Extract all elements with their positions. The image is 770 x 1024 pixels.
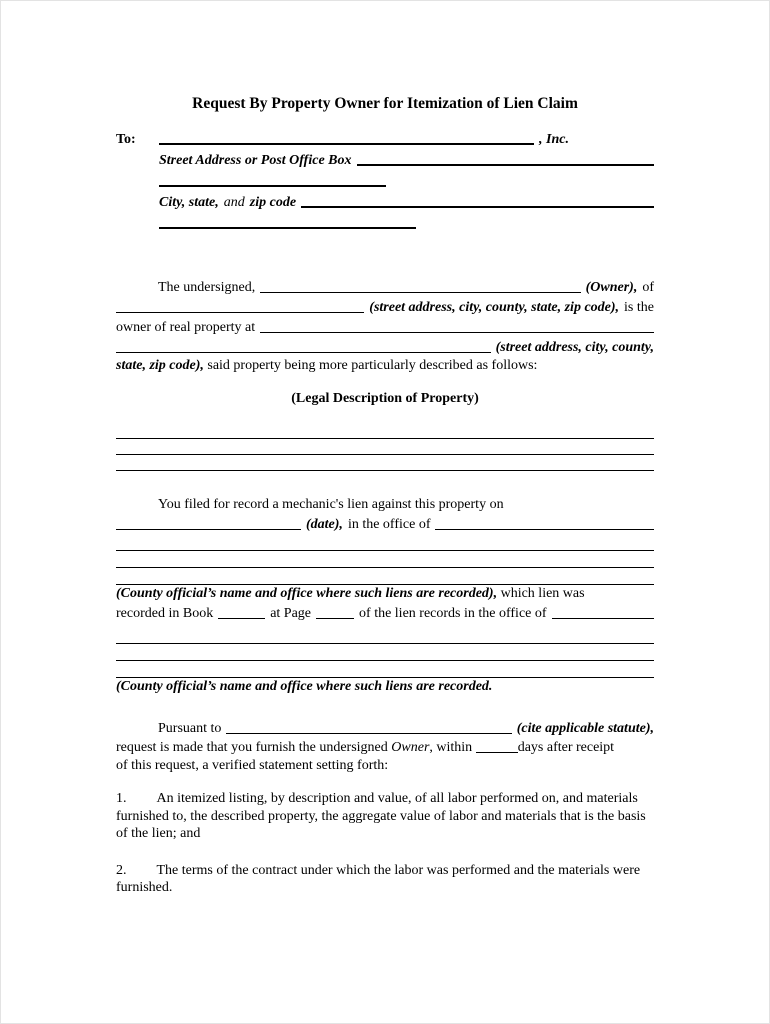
undersigned-line4 bbox=[116, 337, 654, 357]
address-caption-2a: (street address, city, county, bbox=[495, 340, 654, 355]
county-caption-line bbox=[116, 585, 654, 603]
county-official-caption-2: (County official’s name and office where such liens are recorded. bbox=[116, 679, 493, 694]
office-of-text: in the office of bbox=[347, 517, 431, 532]
undersigned-line2 bbox=[116, 297, 654, 317]
pursuant-line3: of this request, a verified statement setting forth: bbox=[116, 757, 389, 773]
city-state-zip-blank bbox=[301, 193, 654, 208]
pursuant-line2 bbox=[116, 737, 654, 757]
official-blank-line-5 bbox=[116, 644, 654, 661]
item-1-number: 1. bbox=[116, 791, 127, 806]
statute-blank bbox=[226, 720, 511, 734]
date-blank bbox=[116, 516, 301, 530]
official-blank-line-1 bbox=[116, 534, 654, 551]
address-caption-1: (street address, city, county, state, zip code), bbox=[369, 300, 620, 315]
pursuant-to-text: Pursuant to bbox=[158, 720, 222, 736]
lien-filed-line2 bbox=[116, 514, 654, 534]
inc-suffix: , Inc. bbox=[539, 132, 569, 147]
county-official-block-2 bbox=[116, 678, 654, 696]
official-blank-line-6 bbox=[116, 661, 654, 678]
item-2-number: 2. bbox=[116, 862, 127, 878]
official-blank-line-4 bbox=[116, 627, 654, 644]
street-address-line bbox=[116, 149, 654, 170]
pursuant-line1 bbox=[116, 718, 654, 738]
owner-italic-text: Owner bbox=[391, 740, 430, 755]
street-address-blank-2 bbox=[159, 172, 386, 187]
legal-description-blank-line-1 bbox=[116, 423, 654, 439]
company-name-blank bbox=[159, 130, 534, 145]
county-official-caption-1: (County official’s name and office where such liens are recorded), bbox=[116, 586, 498, 601]
item-2-text: The terms of the contract under which the labor was performed and the materials were furnished. bbox=[116, 862, 641, 895]
address-caption-2b: state, zip code), bbox=[116, 358, 204, 373]
numbered-item-1 bbox=[116, 790, 654, 843]
document-content bbox=[1, 1, 769, 897]
owner-name-blank bbox=[260, 279, 580, 293]
legal-description-blank-line-2 bbox=[116, 439, 654, 455]
legal-description-blank-line-3 bbox=[116, 455, 654, 471]
within-text: , within bbox=[429, 740, 473, 755]
zip-code-label: zip code bbox=[249, 195, 297, 210]
owner-of-property-text: owner of real property at bbox=[116, 320, 256, 335]
and-label: and bbox=[223, 195, 245, 210]
county-official-block-1 bbox=[116, 585, 654, 622]
records-office-blank bbox=[552, 605, 654, 619]
property-address-blank bbox=[260, 319, 654, 333]
undersigned-lead: The undersigned, bbox=[158, 280, 256, 295]
lien-filed-line1: You filed for record a mechanic's lien against this property on bbox=[158, 497, 504, 512]
at-page-text: at Page bbox=[270, 605, 312, 621]
city-state-label: City, state, bbox=[159, 195, 219, 210]
undersigned-line3 bbox=[116, 317, 654, 337]
legal-description-heading: (Legal Description of Property) bbox=[291, 391, 479, 406]
street-address-label: Street Address or Post Office Box bbox=[159, 153, 352, 168]
street-address-line2 bbox=[116, 170, 654, 191]
undersigned-line1 bbox=[116, 277, 654, 297]
described-follows-text: said property being more particularly described as follows: bbox=[207, 358, 538, 373]
lien-records-text: of the lien records in the office of bbox=[359, 605, 547, 621]
is-the-text: is the bbox=[624, 300, 654, 315]
paragraph-lien-filed bbox=[116, 495, 654, 534]
book-page-line bbox=[116, 603, 654, 623]
official-blank-line-3 bbox=[116, 568, 654, 585]
recorded-in-book-text: recorded in Book bbox=[116, 605, 214, 621]
form-title: Request By Property Owner for Itemization of Lien Claim bbox=[192, 95, 578, 112]
to-section bbox=[116, 128, 654, 233]
page-number-blank bbox=[316, 605, 354, 619]
owner-caption: (Owner), bbox=[585, 280, 638, 295]
paragraph-undersigned bbox=[116, 277, 654, 375]
of-text: of bbox=[642, 280, 654, 295]
item-1-text: An itemized listing, by description and value, of all labor performed on, and materials furnished to, the described property, the aggregate value of labor and materials that is the basis of the lien; and bbox=[116, 791, 646, 841]
city-state-zip-blank-2 bbox=[159, 214, 416, 229]
to-line bbox=[116, 128, 654, 149]
date-caption: (date), bbox=[306, 517, 343, 532]
official-blank-line-2 bbox=[116, 551, 654, 568]
owner-address-blank bbox=[116, 299, 364, 313]
numbered-item-2 bbox=[116, 862, 654, 897]
city-state-zip-line bbox=[116, 191, 654, 212]
days-blank bbox=[476, 739, 518, 753]
request-text: request is made that you furnish the undersigned bbox=[116, 740, 388, 755]
street-address-blank bbox=[357, 151, 655, 166]
office-blank bbox=[435, 516, 654, 530]
paragraph-pursuant bbox=[116, 718, 654, 775]
property-address-blank-2 bbox=[116, 339, 491, 353]
to-label: To: bbox=[116, 132, 136, 147]
city-state-zip-line2 bbox=[116, 212, 654, 233]
book-number-blank bbox=[218, 605, 265, 619]
statute-caption: (cite applicable statute), bbox=[516, 720, 654, 736]
days-after-text: days after receipt bbox=[517, 740, 615, 755]
undersigned-line5 bbox=[116, 357, 654, 375]
which-lien-text: which lien was bbox=[500, 586, 585, 601]
